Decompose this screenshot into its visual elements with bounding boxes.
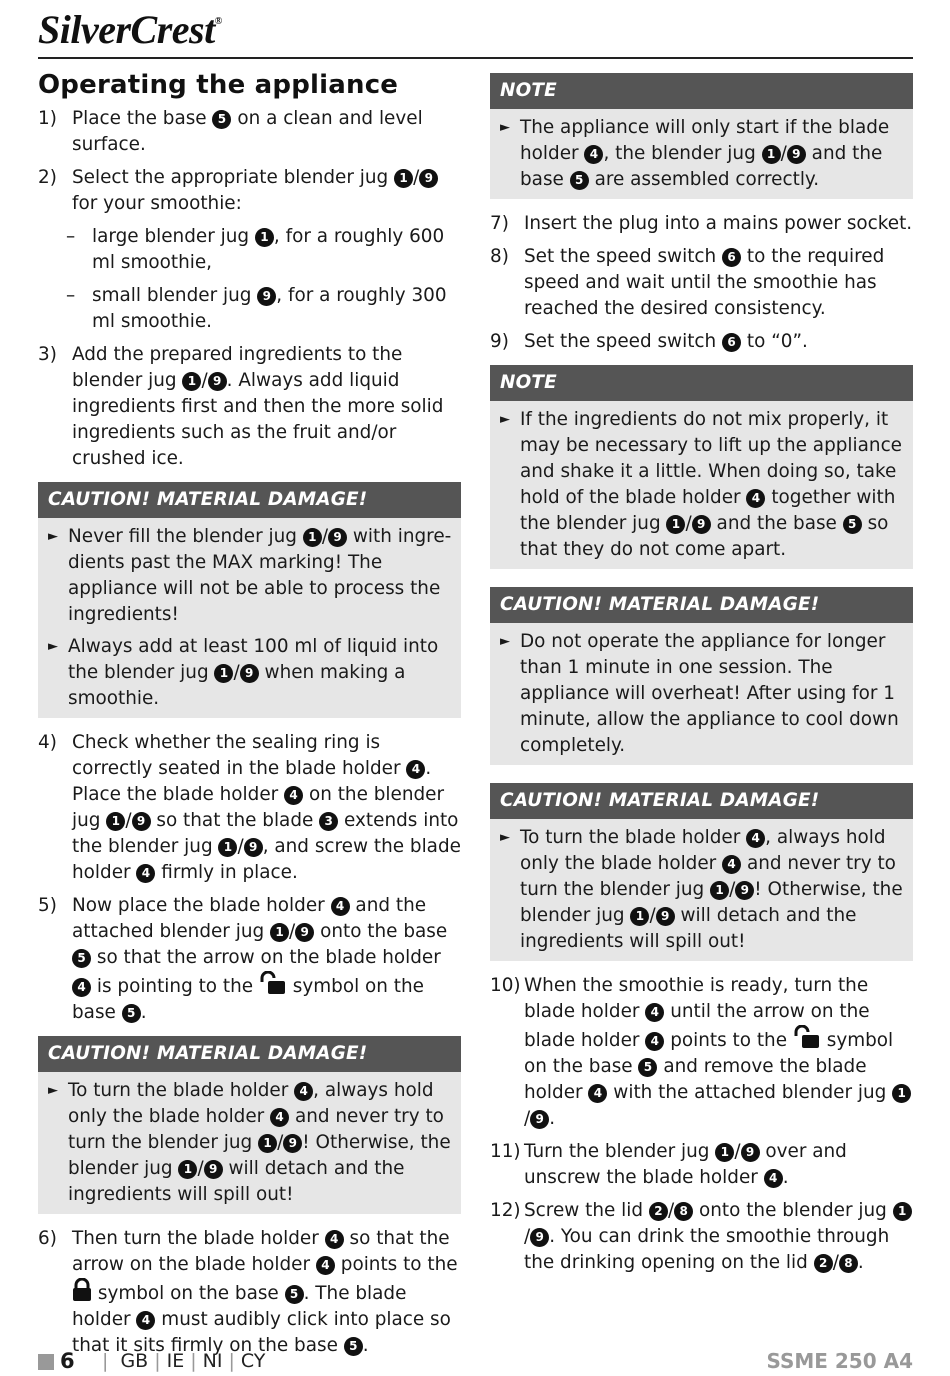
caution-box	[38, 1036, 461, 1214]
left-column	[38, 70, 461, 1366]
step-5: 5) Now place the blade holder 4 and the attached blender jug 1 / 9 onto the base 5 so that the arrow on the blade holder 4 is pointing to the symbol on the base 5 .	[38, 895, 448, 1023]
step-6: 6) Then turn the blade holder 4 so that the arrow on the blade holder 4 points to the symbol on the base 5 . The blade holder 4 must audibly click into place so that it sits firmly on the base 5 .	[38, 1228, 458, 1356]
list-item: ► Always add at least 100 ml of liquid into the blender jug 1 / 9 when making a smoothie.	[38, 634, 461, 712]
step-4: 4) Check whether the sealing ring is correctly seated in the blade holder 4 . Place the blade holder 4 on the blender jug 1 / 9 so that the blade 3 extends into the blender jug 1 / 9 , and screw the blade holder 4 firmly in place.	[38, 732, 461, 883]
step-8: 8) Set the speed switch 6 to the required speed and wait until the smoothie has reached the desired consistency.	[490, 246, 885, 319]
list-item: ► The appliance will only start if the blade holder 4 , the blender jug 1 / 9 and the base 5 are assembled correctly.	[490, 115, 913, 193]
caution-heading: CAUTION! MATERIAL DAMAGE!	[38, 1036, 461, 1072]
caution-box	[490, 587, 913, 765]
caution-heading: CAUTION! MATERIAL DAMAGE!	[490, 587, 913, 623]
arrow-icon: ►	[500, 412, 510, 427]
caution-box	[490, 783, 913, 961]
step-7: 7) Insert the plug into a mains power socket.	[490, 213, 913, 234]
caution-heading: CAUTION! MATERIAL DAMAGE!	[490, 783, 913, 819]
step-11: 11) Turn the blender jug 1 / 9 over and unscrew the blade holder 4 .	[490, 1141, 847, 1188]
page-footer	[38, 1350, 913, 1376]
note-box	[490, 365, 913, 569]
step-3: 3) Add the prepared ingredients to the blender jug 1 / 9 . Always add liquid ingredients first and then the more solid ingredients such as the fruit and/or crushed ice.	[38, 344, 444, 469]
header-rule	[38, 57, 913, 59]
arrow-icon: ►	[48, 639, 58, 654]
list-item: ► To turn the blade holder 4 , always hold only the blade holder 4 and never try to turn the blender jug 1 / 9 ! Otherwise, the blender jug 1 / 9 will detach and the ingredients will spill out!	[490, 825, 913, 955]
language-list: | GB | IE | NI | CY	[102, 1350, 266, 1372]
list-item: ► Do not operate the appliance for longer than 1 minute in one session. The appliance will overheat! After using for 1 minute, allow the appliance to cool down completely.	[490, 629, 913, 759]
note-heading: NOTE	[490, 73, 913, 109]
model-number: SSME 250 A4	[766, 1349, 913, 1373]
note-box	[490, 73, 913, 199]
caution-box	[38, 482, 461, 718]
brand-logo: SilverCrest®	[38, 7, 222, 52]
arrow-icon: ►	[500, 830, 510, 845]
arrow-icon: ►	[48, 1083, 58, 1098]
list-item: – large blender jug 1 , for a roughly 600 ml smoothie,	[66, 226, 445, 273]
step-9: 9) Set the speed switch 6 to “0”.	[490, 331, 808, 352]
note-heading: NOTE	[490, 365, 913, 401]
unlock-icon	[793, 1025, 821, 1049]
step-2: 2) Select the appropriate blender jug 1 / 9 for your smoothie:	[38, 165, 461, 217]
list-item: ► To turn the blade holder 4 , always hold only the blade holder 4 and never try to turn the blender jug 1 / 9 ! Otherwise, the blender jug 1 / 9 will detach and the ingredients will spill out!	[38, 1078, 461, 1208]
arrow-icon: ►	[500, 634, 510, 649]
step-12: 12) Screw the lid 2 / 8 onto the blender jug 1/ 9 . You can drink the smoothie through the drinking opening on the lid 2 / 8 .	[490, 1198, 913, 1276]
caution-heading: CAUTION! MATERIAL DAMAGE!	[38, 482, 461, 518]
list-item: ► Never fill the blender jug 1 / 9 with ingredients past the MAX marking! The appliance will not be able to process the ingredients!	[38, 524, 461, 628]
list-item: – small blender jug 9 , for a roughly 300 ml smoothie.	[66, 285, 447, 332]
page-number: 6	[60, 1349, 75, 1373]
right-column	[490, 73, 913, 1283]
lock-icon	[72, 1278, 92, 1302]
unlock-icon	[259, 971, 287, 995]
page-marker	[38, 1354, 54, 1370]
arrow-icon: ►	[500, 120, 510, 135]
page-title: Operating the appliance	[38, 70, 399, 100]
arrow-icon: ►	[48, 529, 58, 544]
list-item: ► If the ingredients do not mix properly, it may be necessary to lift up the appliance and shake it a little. When doing so, take hold of the blade holder 4 together with the blender jug 1 / 9 and the base 5 so that they do not come apart.	[490, 407, 913, 563]
step-1: 1) Place the base 5 on a clean and level surface.	[38, 108, 423, 155]
step-10: 10) When the smoothie is ready, turn the blade holder 4 until the arrow on the blade holder 4 points to the symbol on the base 5 and remove the blade holder 4 with the attached blender jug 1/ 9 .	[490, 973, 913, 1132]
